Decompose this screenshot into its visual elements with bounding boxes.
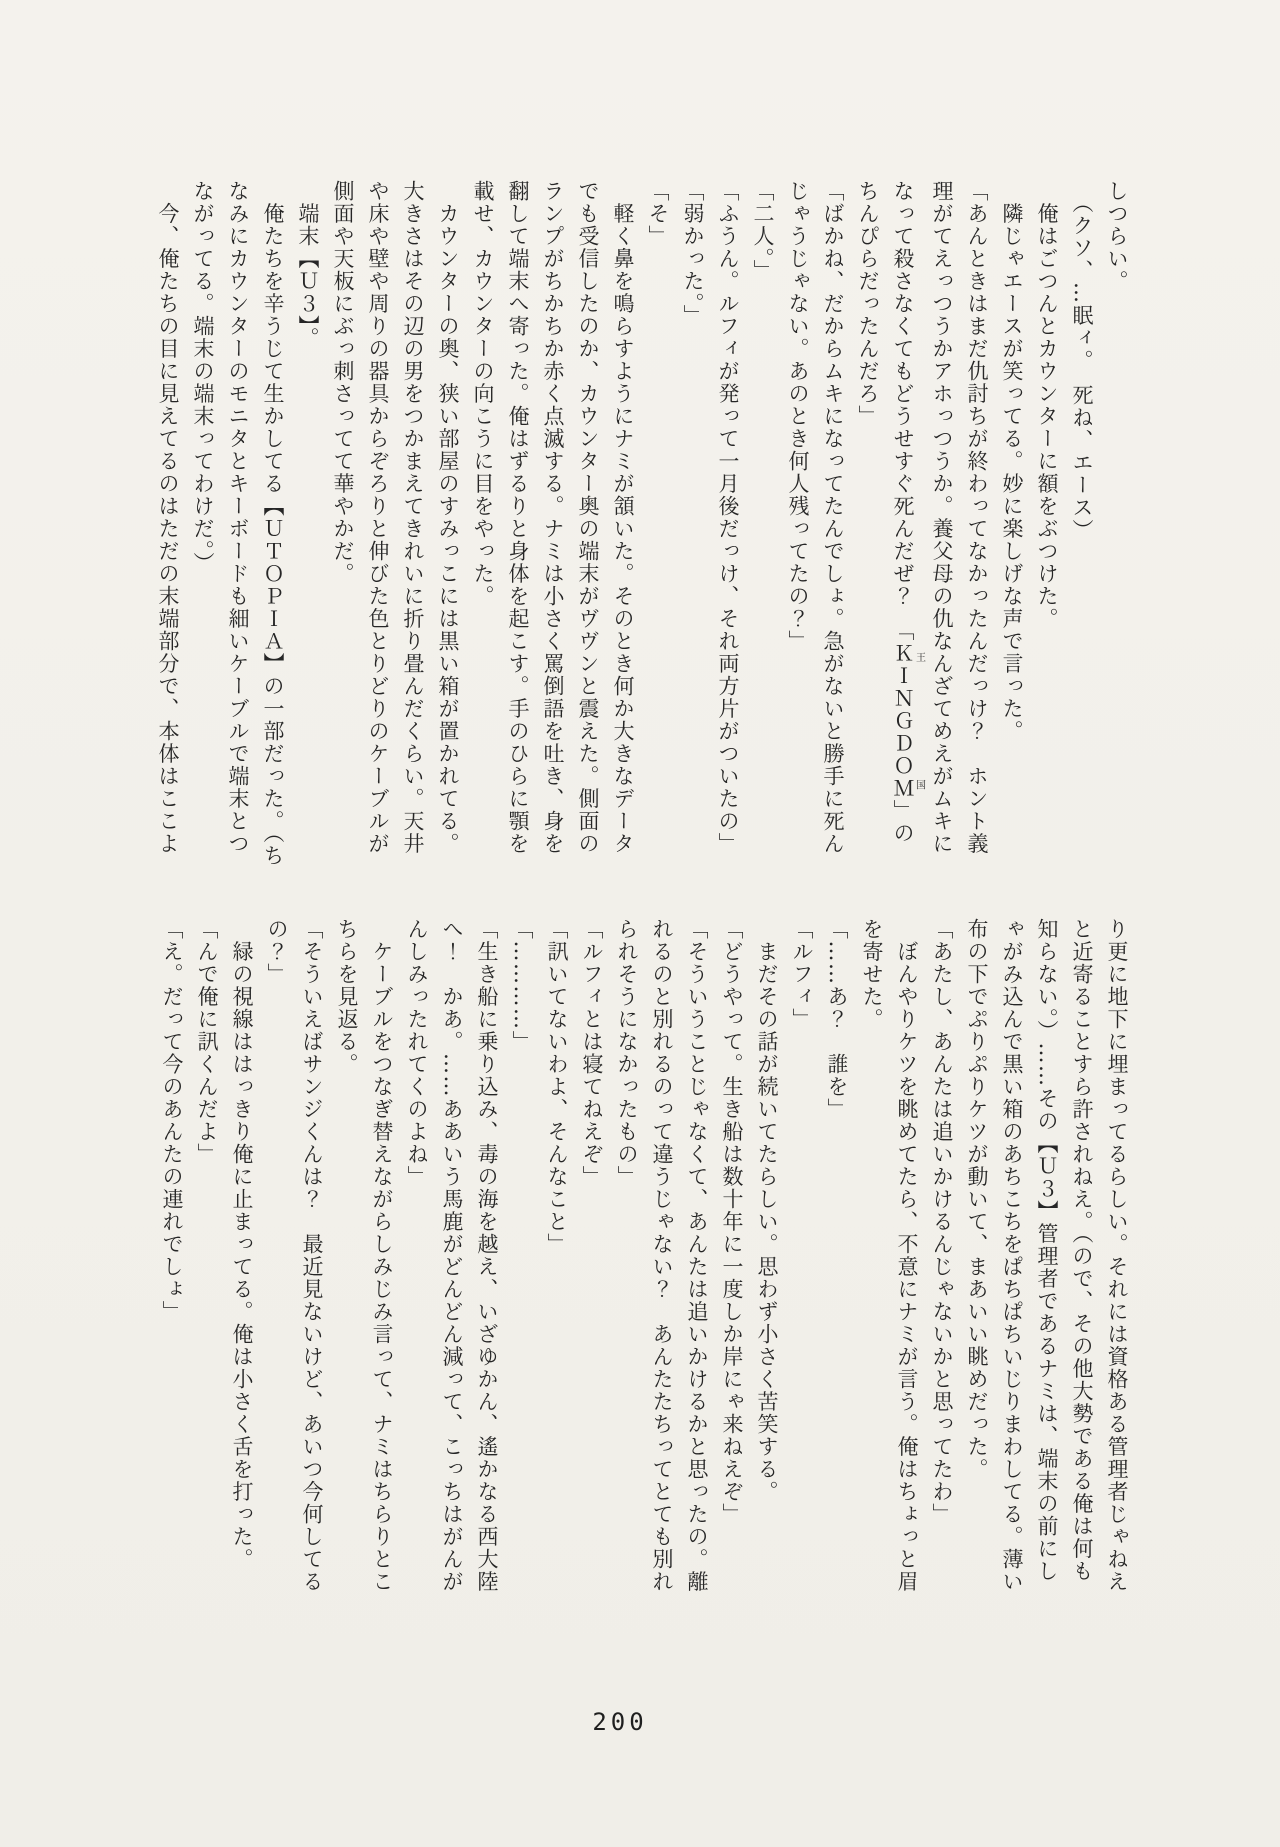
text-column: り更に地下に埋まってるらしい。それには資格ある管理者じゃねえ [1105,918,1129,1593]
text-column: 「ばかね、だからムキになってたんでしょ。急がないと勝手に死ん [821,180,845,855]
text-column: 理がてえっつうかアホっつうか。養父母の仇なんざてめえがムキに [930,180,954,855]
text-column: 「そ」 [646,180,670,248]
text-column: 大きさはその辺の男をつかまえてきれいに折り畳んだくらい。天井 [401,180,425,855]
kingdom-text-after: 」の [891,799,915,845]
text-column: 載せ、カウンターの向こうに目をやった。 [471,180,495,608]
text-column: まだその話が続いてたらしい。思わず小さく苦笑する。 [755,918,779,1503]
text-column: 緑の視線ははっきり俺に止まってる。俺は小さく舌を打った。 [230,918,254,1571]
text-column: 側面や天板にぶっ刺さってて華やかだ。 [331,180,355,585]
text-column: 「ルフィ」 [790,918,814,1031]
lower-text-block [142,918,1134,1630]
text-column: 「訊いてないわよ、そんなこと」 [545,918,569,1256]
text-column: の？」 [265,918,289,986]
text-column: んしみったれてくのよね」 [405,918,429,1188]
text-column: カウンターの奥、狭い部屋のすみっこには黒い箱が置かれてる。 [436,180,460,855]
text-column: へ！ かあ。……ああいう馬鹿がどんどん減って、こっちはがんが [440,918,464,1593]
text-column: 「生き船に乗り込み、毒の海を越え、いざゆかん、遙かなる西大陸 [475,918,499,1593]
text-column: 「え。だって今のあんたの連れでしょ」 [160,918,184,1323]
text-column: 布の下でぷりぷりケツが動いて、まあいい眺めだった。 [965,918,989,1481]
text-column: 翻して端末へ寄った。俺はずるりと身体を起こす。手のひらに顎を [506,180,530,855]
text-column: 今、俺たちの目に見えてるのはただの末端部分で、本体はここよ [156,180,180,855]
kingdom-text-before: なって殺さなくてもどうせすぐ死んだぜ？ 「 [891,180,915,642]
text-column: られそうになかったもの」 [615,918,639,1188]
text-column: 「そういうことじゃなくて、あんたは追いかけるかと思ったの。離 [685,918,709,1593]
text-column: 端末【Ｕ３】。 [296,180,320,350]
text-column: 俺はごつんとカウンターに額をぶつけた。 [1035,180,1059,630]
kingdom-base: ＫＩＮＧＤＯＭ [891,642,915,800]
text-column: ちらを見返る。 [335,918,359,1076]
text-column: ゃがみ込んで黒い箱のあちこちをぱちぱちいじりまわしてる。薄い [1000,918,1024,1593]
text-column: 知らない。）……その【Ｕ３】管理者であるナミは、端末の前にし [1035,918,1059,1583]
text-column: 「二人。」 [751,180,775,282]
text-column: 「弱かった。」 [681,180,705,327]
text-column: 「……あ？ 誰を」 [825,918,849,1121]
text-column: と近寄ることすら許されねえ。（ので、その他大勢である俺は何も [1070,918,1094,1583]
text-column-kingdom [885,180,924,875]
text-column: （クソ、…眠ィ。 死ね、エース） [1070,180,1094,542]
text-column: ランプがちかちか赤く点滅する。ナミは小さく罵倒語を吐き、身を [541,180,565,855]
text-column: 隣じゃエースが笑ってる。妙に楽しげな声で言った。 [1000,180,1024,743]
text-column: でも受信したのか、カウンター奥の端末がヴヴンと震えた。側面の [576,180,600,855]
text-column: 「んで俺に訊くんだよ」 [195,918,219,1166]
text-column: しつらい。 [1105,180,1129,293]
text-column: 「あたし、あんたは追いかけるんじゃないかと思ってたわ」 [930,918,954,1526]
text-column: ながってる。端末の端末ってわけだ。） [191,180,215,575]
kingdom-ruby-text: 王国 [913,642,925,800]
page-number: 200 [592,1708,648,1736]
text-column: や床や壁や周りの器具からぞろりと伸びた色とりどりのケーブルが [366,180,390,855]
text-column: なみにカウンターのモニタとキーボードも細いケーブルで端末とつ [226,180,250,855]
text-column: 「あんときはまだ仇討ちが終わってなかったんだっけ？ ホント義 [965,180,989,855]
upper-text-block [142,180,1134,875]
text-column: を寄せた。 [860,918,884,1031]
text-column: ちんぴらだったんだろ」 [856,180,880,428]
text-column: 「ルフィとは寝てねえぞ」 [580,918,604,1188]
kingdom-ruby [891,642,925,800]
text-column: ぼんやりケツを眺めてたら、不意にナミが言う。俺はちょっと眉 [895,918,919,1593]
text-column: れるのと別れるのって違うじゃない？ あんたたちってとても別れ [650,918,674,1593]
text-column: 軽く鼻を鳴らすようにナミが頷いた。そのとき何か大きなデータ [611,180,635,855]
text-column: 「そういえばサンジくんは？ 最近見ないけど、あいつ今何してる [300,918,324,1593]
text-column: じゃうじゃない。あのとき何人残ってたの？」 [786,180,810,653]
text-column: ケーブルをつなぎ替えながらしみじみ言って、ナミはちらりとこ [370,918,394,1593]
text-column: 「ふうん。ルフィが発って一月後だっけ、それ両方片がついたの」 [716,180,740,855]
text-column: 俺たちを辛うじて生かしてる【ＵＴＯＰＩＡ】の一部だった。（ち [261,180,285,867]
text-column: 「…………」 [510,918,534,1053]
text-column: 「どうやって。生き船は数十年に一度しか岸にゃ来ねえぞ」 [720,918,744,1526]
